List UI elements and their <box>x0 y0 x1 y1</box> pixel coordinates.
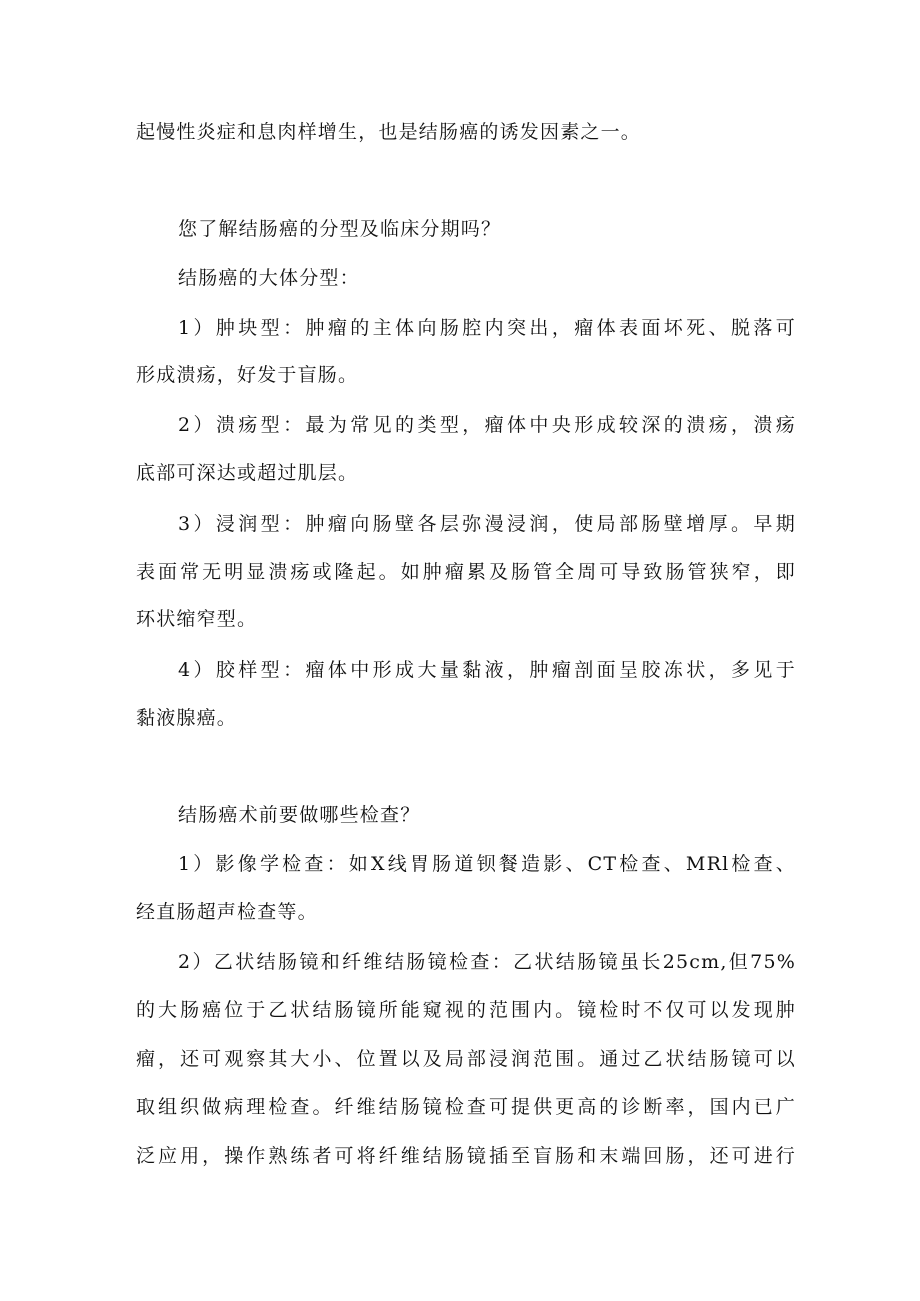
text-line-endoscopy-1: 2）乙状结肠镜和纤维结肠镜检查：乙状结肠镜虽长25cm,但75% <box>178 951 796 973</box>
section-heading-preop-exams: 结肠癌术前要做哪些检查？ <box>178 804 421 826</box>
text-line-infiltrative-type-3: 环状缩窄型。 <box>136 608 258 630</box>
text-line-imaging-2: 经直肠超声检查等。 <box>136 901 318 923</box>
text-line-endoscopy-2: 的大肠癌位于乙状结肠镜所能窥视的范围内。镜检时不仅可以发现肿 <box>136 999 796 1021</box>
text-line-colloid-type-2: 黏液腺癌。 <box>136 707 238 729</box>
text-line-1: 起慢性炎症和息肉样增生，也是结肠癌的诱发因素之一。 <box>136 121 642 143</box>
text-line-infiltrative-type-2: 表面常无明显溃疡或隆起。如肿瘤累及肠管全周可导致肠管狭窄，即 <box>136 561 796 583</box>
text-line-imaging-1: 1）影像学检查：如X线胃肠道钡餐造影、CT检查、MRl检查、 <box>178 853 796 875</box>
text-line-mass-type-2: 形成溃疡，好发于盲肠。 <box>136 364 359 386</box>
text-line-endoscopy-5: 泛应用，操作熟练者可将纤维结肠镜插至盲肠和末端回肠，还可进行 <box>136 1145 796 1167</box>
text-line-mass-type-1: 1）肿块型：肿瘤的主体向肠腔内突出，瘤体表面坏死、脱落可 <box>178 317 796 339</box>
text-line-endoscopy-4: 取组织做病理检查。纤维结肠镜检查可提供更高的诊断率，国内已广 <box>136 1096 796 1118</box>
text-line-colloid-type-1: 4）胶样型：瘤体中形成大量黏液，肿瘤剖面呈胶冻状，多见于 <box>178 659 796 681</box>
subheading-gross-types: 结肠癌的大体分型： <box>178 267 360 289</box>
text-line-ulcer-type-1: 2）溃疡型：最为常见的类型，瘤体中央形成较深的溃疡，溃疡 <box>178 414 796 436</box>
text-line-endoscopy-3: 瘤，还可观察其大小、位置以及局部浸润范围。通过乙状结肠镜可以 <box>136 1048 796 1070</box>
text-line-ulcer-type-2: 底部可深达或超过肌层。 <box>136 462 359 484</box>
text-line-infiltrative-type-1: 3）浸润型：肿瘤向肠壁各层弥漫浸润，使局部肠壁增厚。早期 <box>178 513 796 535</box>
section-heading-classification: 您了解结肠癌的分型及临床分期吗？ <box>178 218 502 240</box>
